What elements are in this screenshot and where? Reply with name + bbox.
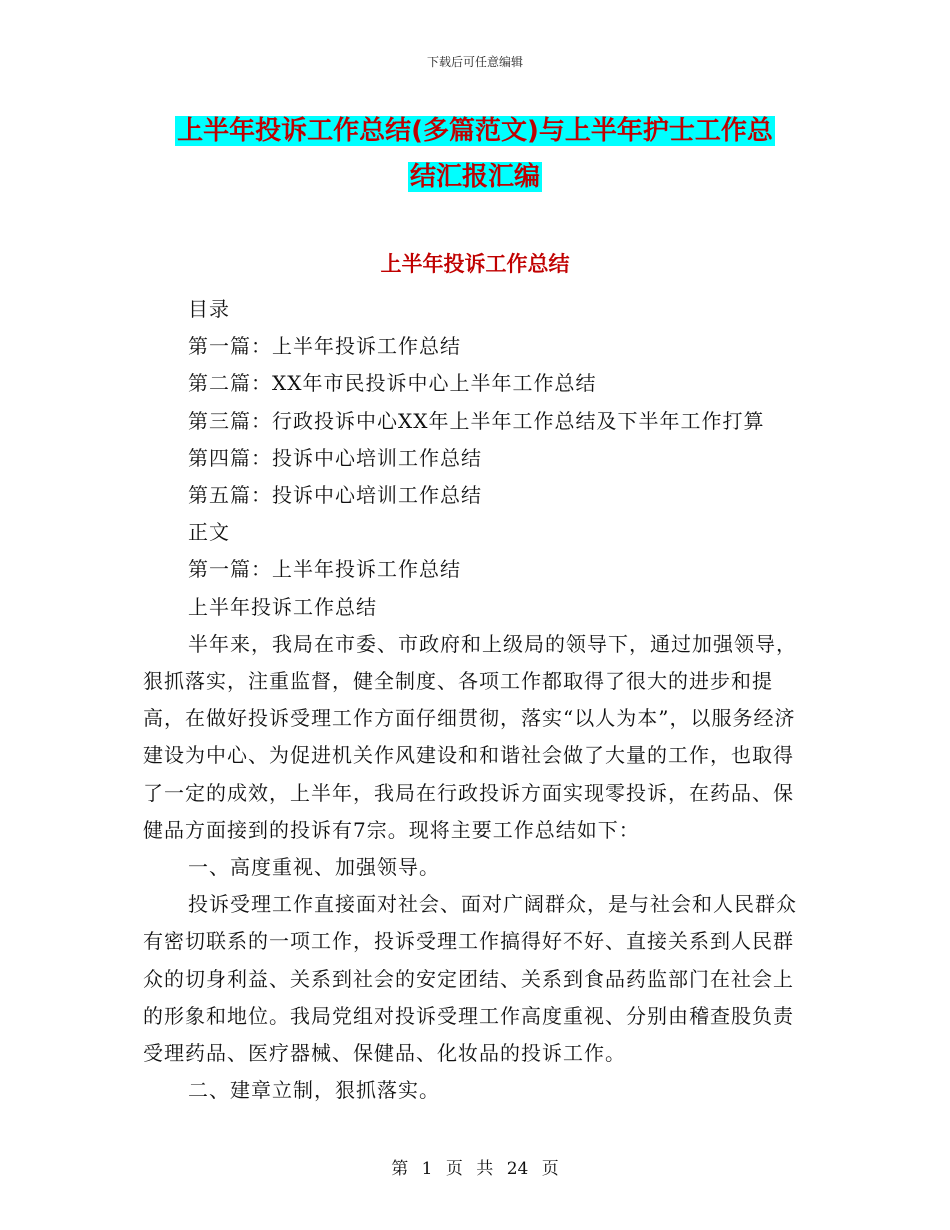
- paragraph: 一、高度重视、加强领导。: [188, 855, 440, 880]
- document-title: [0, 108, 950, 200]
- title-line-1: 上半年投诉工作总结(多篇范文)与上半年护士工作总: [177, 116, 773, 146]
- paragraph: 投诉受理工作直接面对社会、面对广阔群众，是与社会和人民群众有密切联系的一项工作，投诉受理工作搞得好不好、直接关系到人民群众的切身利益、关系到社会的安定团结、关系到食品药监部门在社会上的形象和地位。我局党组对投诉受理工作高度重视、分别由稽查股负责受理药品、医疗器械、保健品、化妆品的投诉工作。: [143, 892, 797, 1066]
- toc-item: 第四篇：投诉中心培训工作总结: [188, 445, 482, 470]
- paragraph: 半年来，我局在市委、市政府和上级局的领导下，通过加强领导，狠抓落实，注重监督，健全制度、各项工作都取得了很大的进步和提高，在做好投诉受理工作方面仔细贯彻，落实“以人为本”，以服务经济建设为中心、为促进机关作风建设和和谐社会做了大量的工作，也取得了一定的成效，上半年，我局在行政投诉方面实现零投诉，在药品、保健品方面接到的投诉有7宗。现将主要工作总结如下：: [143, 631, 797, 842]
- chapter-subtitle: 上半年投诉工作总结: [188, 594, 377, 619]
- document-body: [143, 291, 807, 1109]
- toc-label: 目录: [188, 297, 230, 321]
- chapter-title: 第一篇：上半年投诉工作总结: [188, 557, 461, 582]
- section-title: 上半年投诉工作总结: [380, 252, 570, 276]
- toc-item: 第一篇：上半年投诉工作总结: [188, 334, 461, 359]
- body-label: 正文: [188, 520, 230, 545]
- title-line-2: 结汇报汇编: [409, 162, 540, 192]
- header-note: 下载后可任意编辑: [426, 55, 523, 69]
- toc-item: 第二篇：XX年市民投诉中心上半年工作总结: [188, 371, 597, 396]
- page-footer: 第 1 页 共 24 页: [391, 1159, 559, 1179]
- toc-item: 第三篇：行政投诉中心XX年上半年工作总结及下半年工作打算: [188, 408, 765, 433]
- paragraph: 二、建章立制，狠抓落实。: [188, 1078, 440, 1103]
- toc-item: 第五篇：投诉中心培训工作总结: [188, 483, 482, 508]
